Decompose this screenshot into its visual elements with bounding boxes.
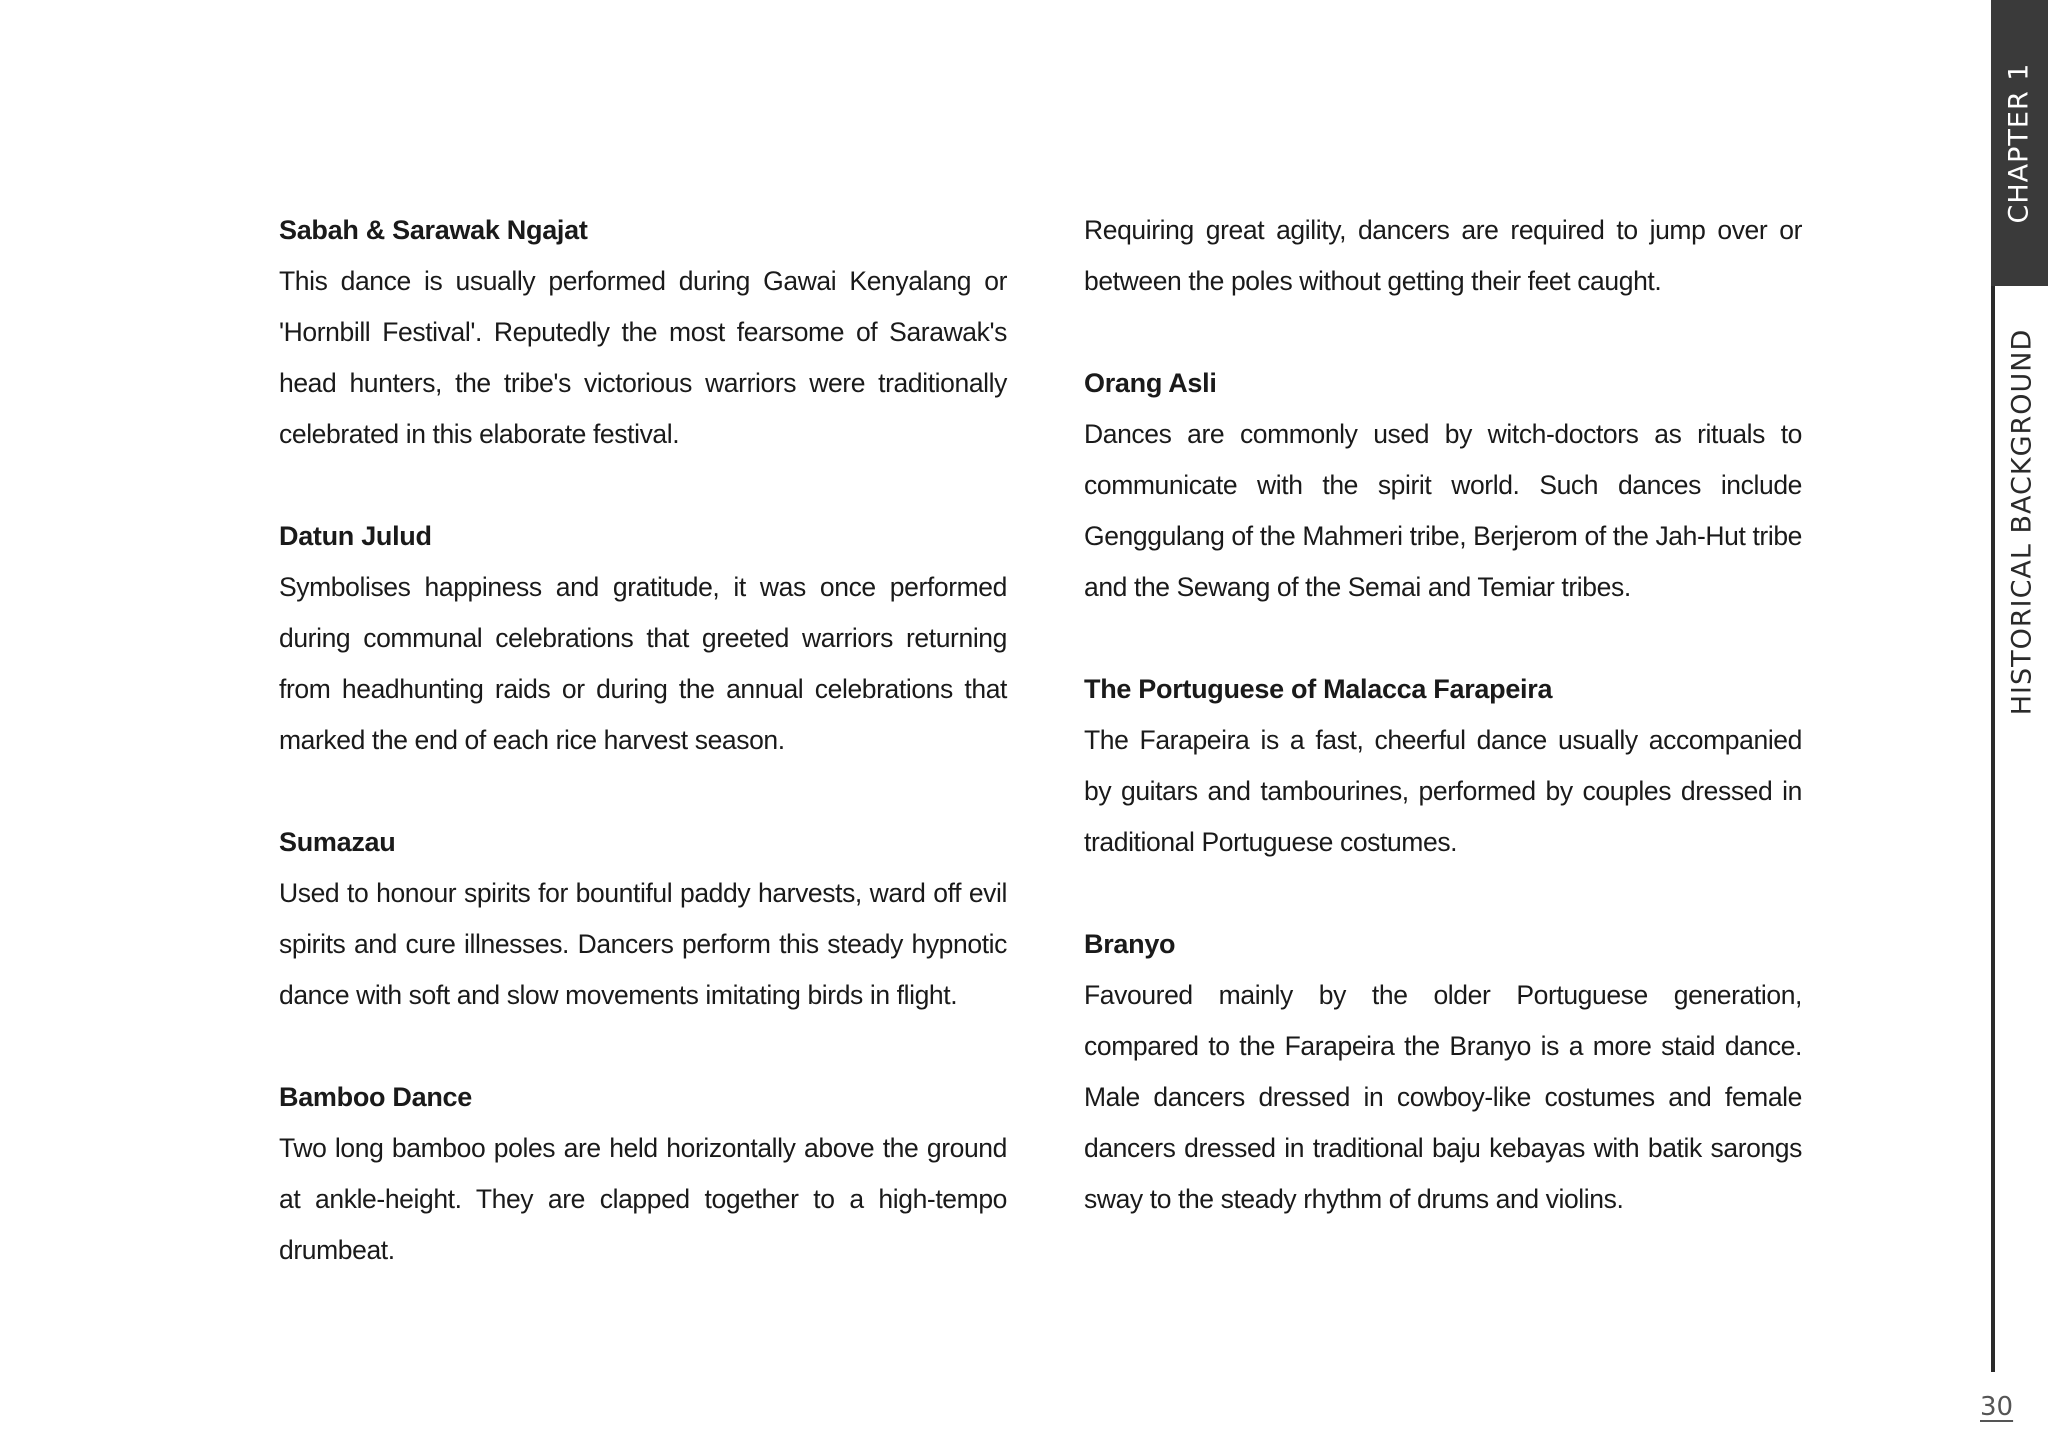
section-heading: Orang Asli bbox=[1084, 368, 1217, 398]
right-column bbox=[1084, 205, 1802, 1276]
section-datun-julud bbox=[279, 511, 1007, 766]
section-bamboo-dance bbox=[279, 1072, 1007, 1276]
section-heading: Datun Julud bbox=[279, 521, 432, 551]
left-column bbox=[279, 205, 1007, 1327]
section-orang-asli bbox=[1084, 358, 1802, 613]
section-body: The Farapeira is a fast, cheerful dance usually accompanied by guitars and tambourines, performed by couples dressed in traditional Portuguese costumes. bbox=[1084, 725, 1802, 857]
section-body: Symbolises happiness and gratitude, it was once performed during communal celebrations that greeted warriors returning from headhunting raids or during the annual celebrations that marked the end of each rice harvest season. bbox=[279, 572, 1007, 755]
section-body: Used to honour spirits for bountiful paddy harvests, ward off evil spirits and cure illnesses. Dancers perform this steady hypnotic dance with soft and slow movements imitating birds in flight. bbox=[279, 878, 1007, 1010]
section-heading: The Portuguese of Malacca Farapeira bbox=[1084, 674, 1553, 704]
chapter-label: CHAPTER 1 bbox=[2003, 62, 2035, 224]
section-heading: Sabah & Sarawak Ngajat bbox=[279, 215, 588, 245]
section-ngajat bbox=[279, 205, 1007, 460]
section-body: This dance is usually performed during Gawai Kenyalang or 'Hornbill Festival'. Reputedly the most fearsome of Sarawak's head hunters, the tribe's victorious warriors were traditionally celebrated in this elaborate festival. bbox=[279, 266, 1007, 449]
section-heading: Sumazau bbox=[279, 827, 396, 857]
section-label: HISTORICAL BACKGROUND bbox=[2006, 328, 2038, 716]
section-continuation bbox=[1084, 205, 1802, 307]
continuation-text: Requiring great agility, dancers are required to jump over or between the poles without getting their feet caught. bbox=[1084, 215, 1802, 296]
section-sumazau bbox=[279, 817, 1007, 1021]
section-body: Favoured mainly by the older Portuguese generation, compared to the Farapeira the Branyo is a more staid dance. Male dancers dressed in cowboy-like costumes and female dancers dressed in traditional baju kebayas with batik sarongs sway to the steady rhythm of drums and violins. bbox=[1084, 980, 1802, 1214]
section-heading: Branyo bbox=[1084, 929, 1176, 959]
section-heading: Bamboo Dance bbox=[279, 1082, 472, 1112]
section-farapeira bbox=[1084, 664, 1802, 868]
section-body: Two long bamboo poles are held horizontally above the ground at ankle-height. They are clapped together to a high-tempo drumbeat. bbox=[279, 1133, 1007, 1265]
section-branyo bbox=[1084, 919, 1802, 1225]
page-number: 30 bbox=[1980, 1392, 2014, 1422]
section-body: Dances are commonly used by witch-doctors as rituals to communicate with the spirit world. Such dances include Genggulang of the Mahmeri tribe, Berjerom of the Jah-Hut tribe and the Sewang of the Semai and Temiar tribes. bbox=[1084, 419, 1802, 602]
sidebar-rule bbox=[1991, 286, 1995, 1372]
